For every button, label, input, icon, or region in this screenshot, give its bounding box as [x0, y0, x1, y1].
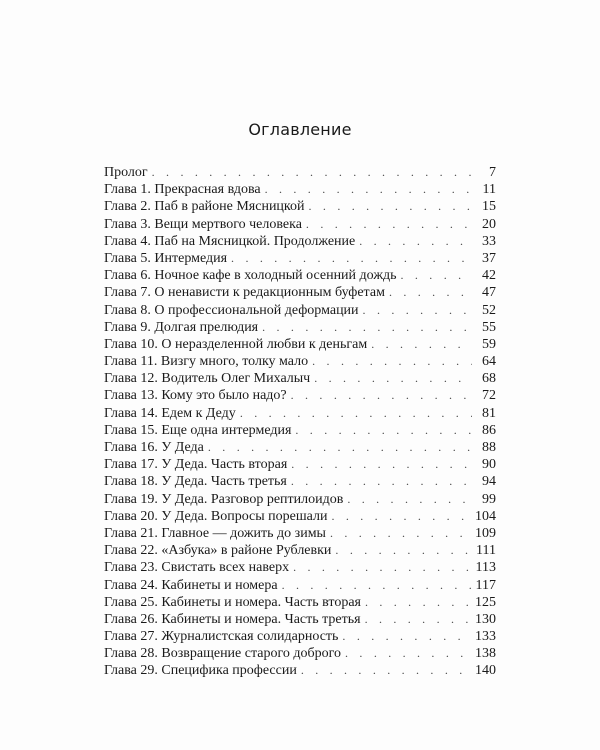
- toc-entry-label: Глава 8. О профессиональной деформации: [104, 302, 359, 318]
- toc-entry-page-number: 125: [475, 594, 496, 610]
- toc-entry-page-number: 130: [475, 611, 496, 627]
- toc-entry: [104, 612, 496, 629]
- toc-entry: [104, 457, 496, 474]
- toc-entry-label: Глава 1. Прекрасная вдова: [104, 182, 261, 198]
- dot-leader: [282, 578, 472, 593]
- toc-entry: [104, 234, 496, 251]
- toc-entry: [104, 165, 496, 182]
- toc-entry-label: Глава 24. Кабинеты и номера: [104, 577, 278, 593]
- toc-entry: [104, 509, 496, 526]
- toc-entry-label: Глава 4. Паб на Мясницкой. Продолжение: [104, 233, 356, 249]
- toc-entry: [104, 646, 496, 663]
- toc-entry-label: Глава 26. Кабинеты и номера. Часть третья: [104, 611, 361, 627]
- toc-entry-label: Глава 17. У Деда. Часть вторая: [104, 457, 288, 473]
- toc-entry: [104, 303, 496, 320]
- toc-entry: [104, 423, 496, 440]
- dot-leader: [389, 285, 472, 300]
- toc-entry-page-number: 86: [482, 422, 496, 438]
- toc-entry: [104, 543, 496, 560]
- toc-entry: [104, 526, 496, 543]
- toc-list: [104, 165, 496, 681]
- toc-entry-page-number: 20: [482, 216, 496, 232]
- toc-entry-label: Глава 11. Визгу много, толку мало: [104, 354, 309, 370]
- dot-leader: [314, 371, 472, 386]
- toc-entry-label: Глава 23. Свистать всех наверх: [104, 560, 290, 576]
- toc-entry-label: Глава 6. Ночное кафе в холодный осенний дождь: [104, 268, 397, 284]
- toc-entry-label: Глава 19. У Деда. Разговор рептилоидов: [104, 491, 344, 507]
- toc-entry-page-number: 104: [475, 508, 496, 524]
- toc-entry: [104, 337, 496, 354]
- toc-entry-page-number: 11: [482, 182, 496, 198]
- toc-entry: [104, 251, 496, 268]
- toc-entry: [104, 663, 496, 680]
- toc-entry-label: Глава 13. Кому это было надо?: [104, 388, 287, 404]
- toc-entry-page-number: 47: [482, 285, 496, 301]
- toc-entry-page-number: 7: [489, 165, 496, 180]
- dot-leader: [306, 217, 472, 232]
- toc-entry: [104, 388, 496, 405]
- toc-entry-label: Глава 9. Долгая прелюдия: [104, 319, 259, 335]
- toc-entry: [104, 474, 496, 491]
- dot-leader: [293, 560, 471, 575]
- toc-entry: [104, 217, 496, 234]
- toc-entry-label: Глава 10. О неразделенной любви к деньгам: [104, 336, 368, 352]
- dot-leader: [363, 303, 472, 318]
- dot-leader: [330, 526, 471, 541]
- dot-leader: [265, 182, 472, 197]
- dot-leader: [295, 423, 472, 438]
- toc-entry-label: Глава 21. Главное — дожить до зимы: [104, 525, 326, 541]
- dot-leader: [291, 457, 472, 472]
- dot-leader: [291, 474, 472, 489]
- dot-leader: [152, 165, 472, 180]
- toc-entry: [104, 354, 496, 371]
- toc-entry-label: Глава 14. Едем к Деду: [104, 405, 236, 421]
- toc-entry-label: Глава 16. У Деда: [104, 440, 204, 455]
- toc-entry-page-number: 113: [475, 560, 496, 576]
- toc-entry-page-number: 52: [482, 302, 496, 318]
- toc-entry: [104, 371, 496, 388]
- toc-entry-page-number: 81: [482, 405, 496, 421]
- toc-entry: [104, 440, 496, 457]
- toc-entry-page-number: 117: [475, 577, 496, 593]
- dot-leader: [262, 320, 472, 335]
- toc-title: Оглавление: [248, 120, 352, 139]
- toc-entry-page-number: 68: [482, 371, 496, 387]
- toc-entry-page-number: 42: [482, 268, 496, 284]
- dot-leader: [335, 543, 472, 558]
- dot-leader: [365, 612, 471, 627]
- dot-leader: [208, 440, 472, 455]
- toc-entry-page-number: 37: [482, 250, 496, 266]
- toc-entry-page-number: 72: [482, 388, 496, 404]
- toc-entry-label: Глава 25. Кабинеты и номера. Часть вторая: [104, 594, 361, 610]
- toc-entry: [104, 268, 496, 285]
- dot-leader: [401, 268, 473, 283]
- toc-entry: [104, 629, 496, 646]
- toc-entry-label: Глава 15. Еще одна интермедия: [104, 422, 292, 438]
- toc-entry: [104, 285, 496, 302]
- toc-entry-page-number: 140: [475, 663, 496, 679]
- toc-entry: [104, 182, 496, 199]
- toc-entry-label: Глава 29. Специфика профессии: [104, 663, 297, 679]
- toc-entry: [104, 578, 496, 595]
- toc-entry-page-number: 111: [476, 543, 496, 559]
- toc-entry: [104, 560, 496, 577]
- dot-leader: [347, 492, 472, 507]
- toc-entry: [104, 199, 496, 216]
- toc-entry-page-number: 133: [475, 629, 496, 645]
- toc-entry-page-number: 99: [482, 491, 496, 507]
- toc-entry-page-number: 15: [482, 199, 496, 215]
- toc-entry-label: Глава 28. Возвращение старого доброго: [104, 646, 342, 662]
- toc-entry-page-number: 64: [482, 354, 496, 370]
- toc-entry-label: Глава 22. «Азбука» в районе Рублевки: [104, 543, 332, 559]
- toc-entry-label: Глава 27. Журналистская солидарность: [104, 629, 339, 645]
- toc-entry-label: Глава 18. У Деда. Часть третья: [104, 474, 287, 490]
- toc-entry-page-number: 88: [482, 440, 496, 455]
- toc-entry-page-number: 59: [482, 336, 496, 352]
- toc-entry-page-number: 138: [475, 646, 496, 662]
- toc-entry-label: Глава 3. Вещи мертвого человека: [104, 216, 302, 232]
- toc-entry: [104, 406, 496, 423]
- dot-leader: [371, 337, 472, 352]
- toc-entry-label: Пролог: [104, 165, 148, 180]
- toc-entry-label: Глава 20. У Деда. Вопросы порешали: [104, 508, 328, 524]
- dot-leader: [231, 251, 472, 266]
- dot-leader: [365, 595, 471, 610]
- dot-leader: [309, 199, 472, 214]
- dot-leader: [345, 646, 471, 661]
- toc-entry-page-number: 33: [482, 233, 496, 249]
- toc-entry-page-number: 55: [482, 319, 496, 335]
- dot-leader: [359, 234, 472, 249]
- toc-entry-label: Глава 7. О ненависти к редакционным буфетам: [104, 285, 385, 301]
- toc-entry-label: Глава 5. Интермедия: [104, 250, 228, 266]
- dot-leader: [291, 388, 472, 403]
- toc-entry-page-number: 109: [475, 525, 496, 541]
- toc-entry: [104, 492, 496, 509]
- dot-leader: [240, 406, 472, 421]
- toc-entry-label: Глава 12. Водитель Олег Михалыч: [104, 371, 311, 387]
- toc-entry: [104, 320, 496, 337]
- toc-entry: [104, 595, 496, 612]
- dot-leader: [301, 663, 471, 678]
- toc-entry-page-number: 90: [482, 457, 496, 473]
- toc-entry-page-number: 94: [482, 474, 496, 490]
- dot-leader: [331, 509, 471, 524]
- dot-leader: [312, 354, 472, 369]
- dot-leader: [342, 629, 471, 644]
- toc-entry-label: Глава 2. Паб в районе Мясницкой: [104, 199, 305, 215]
